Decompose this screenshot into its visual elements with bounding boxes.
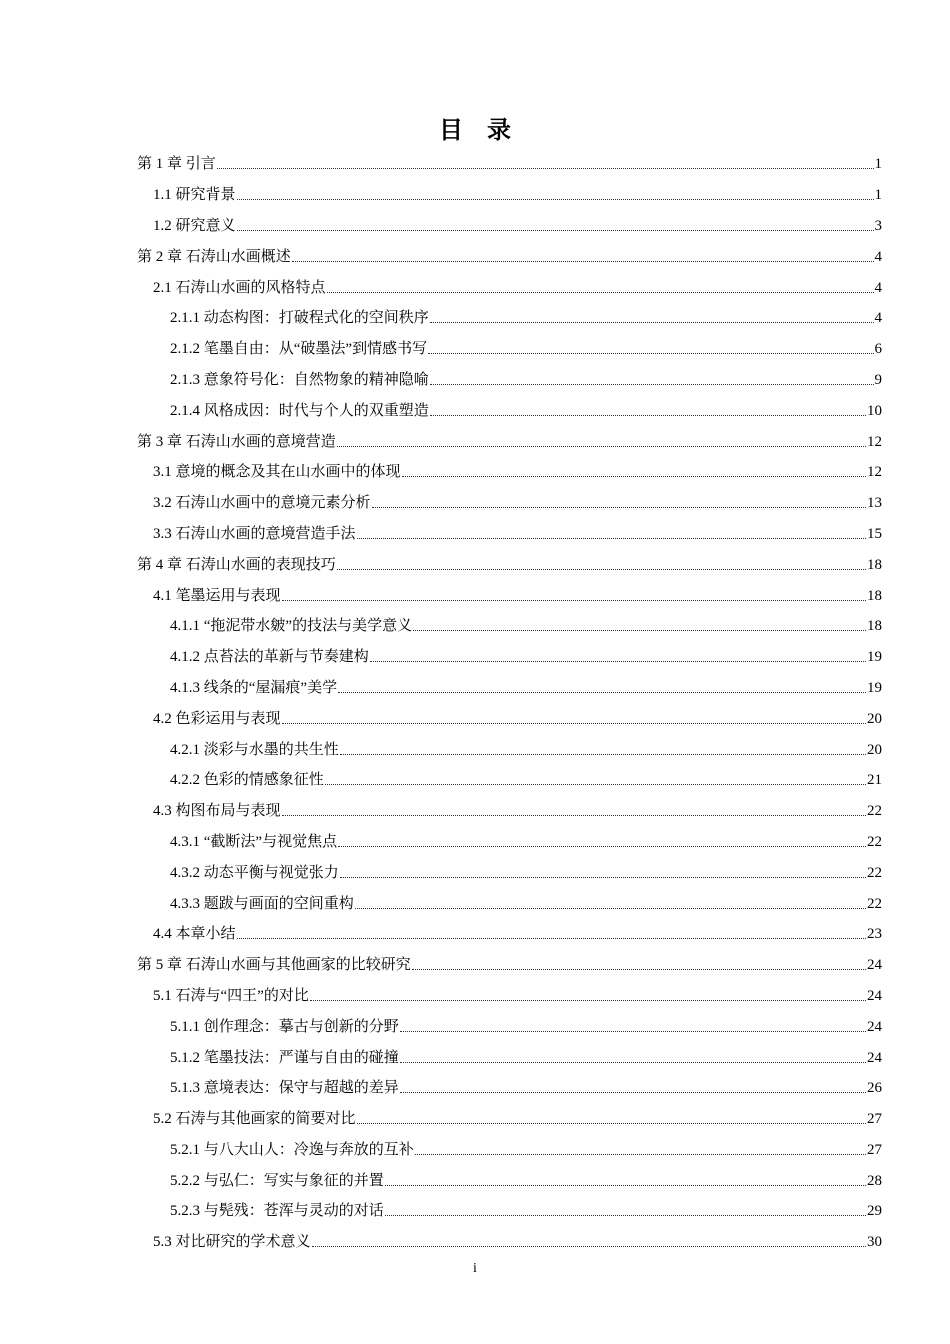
toc-entry-level-2[interactable] bbox=[0, 211, 950, 242]
dot-leader bbox=[385, 1214, 866, 1216]
dot-leader bbox=[412, 968, 866, 970]
toc-entry-page-number: 4 bbox=[874, 279, 882, 296]
toc-entry-label: 2.1 石涛山水画的风格特点 bbox=[153, 279, 326, 296]
toc-title-char: 录 bbox=[487, 118, 511, 144]
dot-leader bbox=[357, 537, 866, 539]
dot-leader bbox=[340, 753, 866, 755]
dot-leader bbox=[217, 167, 874, 169]
toc-entry-level-3[interactable] bbox=[0, 1011, 950, 1042]
toc-entry-page-number: 22 bbox=[867, 833, 882, 850]
toc-title bbox=[0, 110, 950, 145]
toc-entry-level-2[interactable] bbox=[0, 272, 950, 303]
toc-entry-page-number: 29 bbox=[867, 1203, 882, 1220]
toc-entry-level-3[interactable] bbox=[0, 857, 950, 888]
toc-entry-label: 2.1.1 动态构图：打破程式化的空间秩序 bbox=[170, 310, 429, 327]
toc-entry-page-number: 20 bbox=[867, 710, 882, 727]
toc-entry-level-3[interactable] bbox=[0, 765, 950, 796]
toc-entry-label: 第 5 章 石涛山水画与其他画家的比较研究 bbox=[137, 957, 411, 974]
toc-entry-label: 第 1 章 引言 bbox=[137, 156, 216, 173]
toc-entry-page-number: 6 bbox=[874, 341, 882, 358]
toc-entry-label: 5.2.2 与弘仁：写实与象征的并置 bbox=[170, 1172, 384, 1189]
toc-entry-level-2[interactable] bbox=[0, 981, 950, 1012]
toc-entry-level-2[interactable] bbox=[0, 703, 950, 734]
toc-entry-label: 5.2.3 与髡残：苍浑与灵动的对话 bbox=[170, 1203, 384, 1220]
toc-entry-page-number: 20 bbox=[867, 741, 882, 758]
toc-entry-page-number: 18 bbox=[867, 587, 882, 604]
dot-leader bbox=[400, 1061, 866, 1063]
toc-entry-label: 4.3.3 题跋与画面的空间重构 bbox=[170, 895, 354, 912]
toc-entry-label: 4.1.3 线条的“屋漏痕”美学 bbox=[170, 679, 338, 696]
toc-entry-level-1[interactable] bbox=[0, 241, 950, 272]
dot-leader bbox=[337, 445, 866, 447]
dot-leader bbox=[372, 506, 866, 508]
dot-leader bbox=[400, 1030, 866, 1032]
toc-entry-label: 1.1 研究背景 bbox=[153, 187, 236, 204]
dot-leader bbox=[415, 1153, 866, 1155]
dot-leader bbox=[402, 475, 866, 477]
toc-entry-label: 5.1.2 笔墨技法：严谨与自由的碰撞 bbox=[170, 1049, 399, 1066]
toc-entry-page-number: 30 bbox=[867, 1234, 882, 1251]
toc-entry-level-2[interactable] bbox=[0, 1227, 950, 1258]
toc-entry-level-2[interactable] bbox=[0, 457, 950, 488]
dot-leader bbox=[282, 599, 866, 601]
toc-entry-level-2[interactable] bbox=[0, 919, 950, 950]
toc-entry-level-2[interactable] bbox=[0, 519, 950, 550]
toc-entry-page-number: 27 bbox=[867, 1141, 882, 1158]
toc-entry-label: 5.1.1 创作理念：摹古与创新的分野 bbox=[170, 1018, 399, 1035]
toc-entry-label: 4.2.2 色彩的情感象征性 bbox=[170, 772, 324, 789]
dot-leader bbox=[430, 321, 874, 323]
toc-entry-page-number: 1 bbox=[874, 187, 882, 204]
toc-entry-level-1[interactable] bbox=[0, 149, 950, 180]
toc-title-char: 目 bbox=[439, 118, 463, 144]
toc-entry-page-number: 21 bbox=[867, 772, 882, 789]
dot-leader bbox=[338, 691, 866, 693]
toc-entry-level-3[interactable] bbox=[0, 1073, 950, 1104]
toc-entry-label: 3.3 石涛山水画的意境营造手法 bbox=[153, 525, 356, 542]
toc-entry-page-number: 3 bbox=[874, 217, 882, 234]
toc-entry-page-number: 26 bbox=[867, 1080, 882, 1097]
dot-leader bbox=[385, 1184, 866, 1186]
toc-entry-level-3[interactable] bbox=[0, 888, 950, 919]
toc-entry-label: 5.2.1 与八大山人：冷逸与奔放的互补 bbox=[170, 1141, 414, 1158]
toc-entry-level-3[interactable] bbox=[0, 365, 950, 396]
dot-leader bbox=[413, 629, 866, 631]
dot-leader bbox=[310, 999, 866, 1001]
toc-entry-level-3[interactable] bbox=[0, 395, 950, 426]
toc-entry-label: 第 4 章 石涛山水画的表现技巧 bbox=[137, 556, 336, 573]
dot-leader bbox=[237, 937, 866, 939]
toc-entry-level-3[interactable] bbox=[0, 673, 950, 704]
toc-entry-page-number: 24 bbox=[867, 1049, 882, 1066]
toc-entry-page-number: 23 bbox=[867, 926, 882, 943]
dot-leader bbox=[337, 568, 866, 570]
toc-entry-page-number: 19 bbox=[867, 679, 882, 696]
dot-leader bbox=[292, 260, 874, 262]
toc-entry-page-number: 18 bbox=[867, 556, 882, 573]
toc-entry-label: 5.3 对比研究的学术意义 bbox=[153, 1234, 311, 1251]
toc-entry-level-1[interactable] bbox=[0, 549, 950, 580]
toc-entry-label: 4.3.2 动态平衡与视觉张力 bbox=[170, 864, 339, 881]
toc-entry-label: 1.2 研究意义 bbox=[153, 217, 236, 234]
toc-entry-page-number: 27 bbox=[867, 1111, 882, 1128]
toc-entry-level-3[interactable] bbox=[0, 334, 950, 365]
toc-entry-label: 2.1.3 意象符号化：自然物象的精神隐喻 bbox=[170, 371, 429, 388]
toc-entry-label: 5.1 石涛与“四王”的对比 bbox=[153, 987, 309, 1004]
toc-entry-label: 4.4 本章小结 bbox=[153, 926, 236, 943]
dot-leader bbox=[370, 660, 866, 662]
toc-entry-label: 2.1.2 笔墨自由：从“破墨法”到情感书写 bbox=[170, 341, 428, 358]
toc-entry-page-number: 24 bbox=[867, 987, 882, 1004]
toc-entry-level-3[interactable] bbox=[0, 1165, 950, 1196]
toc-entry-level-3[interactable] bbox=[0, 827, 950, 858]
toc-entry-label: 5.2 石涛与其他画家的简要对比 bbox=[153, 1111, 356, 1128]
toc-entry-page-number: 4 bbox=[874, 248, 882, 265]
toc-entry-page-number: 12 bbox=[867, 464, 882, 481]
page-number-footer: i bbox=[473, 1261, 477, 1276]
toc-entry-level-3[interactable] bbox=[0, 734, 950, 765]
toc-entry-page-number: 9 bbox=[874, 371, 882, 388]
toc-entry-page-number: 12 bbox=[867, 433, 882, 450]
toc-entry-level-1[interactable] bbox=[0, 950, 950, 981]
dot-leader bbox=[400, 1091, 866, 1093]
toc-entry-label: 第 3 章 石涛山水画的意境营造 bbox=[137, 433, 336, 450]
dot-leader bbox=[428, 352, 873, 354]
toc-entry-page-number: 24 bbox=[867, 957, 882, 974]
dot-leader bbox=[355, 907, 866, 909]
toc-entry-page-number: 19 bbox=[867, 649, 882, 666]
toc-entry-label: 4.2.1 淡彩与水墨的共生性 bbox=[170, 741, 339, 758]
toc-entry-label: 3.1 意境的概念及其在山水画中的体现 bbox=[153, 464, 401, 481]
toc-entry-page-number: 10 bbox=[867, 402, 882, 419]
toc-entry-level-2[interactable] bbox=[0, 180, 950, 211]
dot-leader bbox=[312, 1245, 866, 1247]
toc-entry-level-3[interactable] bbox=[0, 303, 950, 334]
toc-entry-level-3[interactable] bbox=[0, 1135, 950, 1166]
toc-entry-page-number: 24 bbox=[867, 1018, 882, 1035]
dot-leader bbox=[237, 229, 874, 231]
toc-entry-label: 4.3.1 “截断法”与视觉焦点 bbox=[170, 833, 338, 850]
dot-leader bbox=[282, 722, 866, 724]
toc-entry-label: 4.1.2 点苔法的革新与节奏建构 bbox=[170, 649, 369, 666]
toc-entry-level-1[interactable] bbox=[0, 426, 950, 457]
toc-entry-level-2[interactable] bbox=[0, 796, 950, 827]
toc-entry-page-number: 4 bbox=[874, 310, 882, 327]
dot-leader bbox=[325, 783, 866, 785]
toc-entry-level-3[interactable] bbox=[0, 611, 950, 642]
toc-entry-label: 5.1.3 意境表达：保守与超越的差异 bbox=[170, 1080, 399, 1097]
dot-leader bbox=[430, 414, 866, 416]
toc-entry-level-2[interactable] bbox=[0, 580, 950, 611]
toc-entry-level-2[interactable] bbox=[0, 1104, 950, 1135]
dot-leader bbox=[340, 876, 866, 878]
toc-entry-page-number: 22 bbox=[867, 895, 882, 912]
toc-entry-page-number: 28 bbox=[867, 1172, 882, 1189]
table-of-contents bbox=[0, 149, 950, 1258]
dot-leader bbox=[338, 845, 866, 847]
toc-entry-label: 4.2 色彩运用与表现 bbox=[153, 710, 281, 727]
toc-entry-label: 4.1 笔墨运用与表现 bbox=[153, 587, 281, 604]
toc-entry-level-2[interactable] bbox=[0, 488, 950, 519]
dot-leader bbox=[237, 198, 874, 200]
toc-entry-level-3[interactable] bbox=[0, 642, 950, 673]
toc-entry-page-number: 15 bbox=[867, 525, 882, 542]
toc-entry-page-number: 22 bbox=[867, 803, 882, 820]
toc-entry-label: 第 2 章 石涛山水画概述 bbox=[137, 248, 291, 265]
dot-leader bbox=[282, 814, 866, 816]
toc-entry-label: 4.1.1 “拖泥带水皴”的技法与美学意义 bbox=[170, 618, 413, 635]
toc-entry-label: 2.1.4 风格成因：时代与个人的双重塑造 bbox=[170, 402, 429, 419]
toc-entry-level-3[interactable] bbox=[0, 1042, 950, 1073]
dot-leader bbox=[357, 1122, 866, 1124]
toc-entry-label: 3.2 石涛山水画中的意境元素分析 bbox=[153, 495, 371, 512]
toc-entry-label: 4.3 构图布局与表现 bbox=[153, 803, 281, 820]
dot-leader bbox=[430, 383, 874, 385]
dot-leader bbox=[327, 291, 874, 293]
toc-entry-page-number: 22 bbox=[867, 864, 882, 881]
toc-entry-level-3[interactable] bbox=[0, 1196, 950, 1227]
toc-entry-page-number: 18 bbox=[867, 618, 882, 635]
toc-entry-page-number: 1 bbox=[874, 156, 882, 173]
toc-entry-page-number: 13 bbox=[867, 495, 882, 512]
